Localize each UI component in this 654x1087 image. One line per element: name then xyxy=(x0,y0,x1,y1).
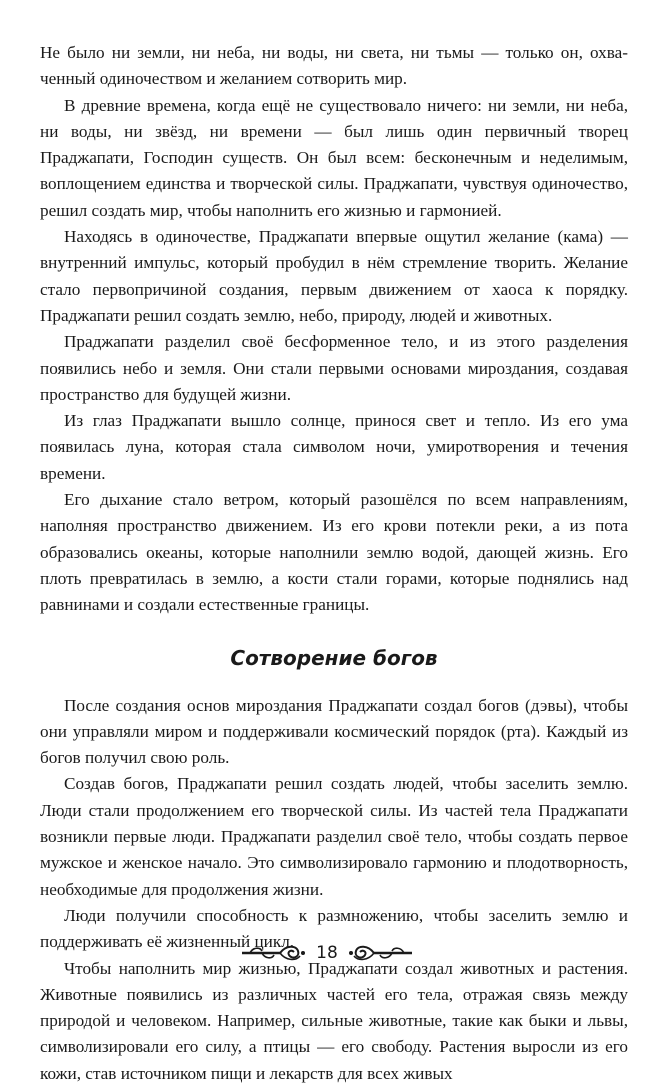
paragraph: После создания основ мироздания Праджапати создал богов (дэвы), чтобы они управляли миром и поддерживали космический порядок (рта). Каждый из богов получил свою роль. xyxy=(40,695,628,768)
page-number: 18 xyxy=(316,943,338,963)
paragraph: Из глаз Праджапати вышло солнце, принося свет и тепло. Из его ума появилась луна, которая стала символом ночи, умиротворения и течения времени. xyxy=(40,411,628,483)
paragraph: Не было ни земли, ни неба, ни воды, ни света, ни тьмы — только он, охваченный одиночеством и желанием сотворить мир. xyxy=(40,43,628,89)
paragraph: Создав богов, Праджапати решил создать людей, чтобы заселить землю. Люди стали продолжением его творческой силы. Из частей тела Праджапати возникли первые люди. Праджапати разделил своё тело, чтобы создать первое мужское и женское начало. Это символизировало гармонию и плодотворность, необходимые для продолжения жизни. xyxy=(40,774,628,899)
paragraph: Праджапати разделил своё бесформенное тело, и из этого разделения появились небо и земля. Они стали первыми основами мироздания, создавая пространство для будущей жизни. xyxy=(40,332,628,404)
scroll-ornament-left-icon xyxy=(240,942,306,964)
paragraph: В древние времена, когда ещё не существовало ничего: ни земли, ни неба, ни воды, ни звёзд, ни времени — был лишь один первичный творец Праджапати, Господин существ. Он был всем: бесконечным и неделимым, воплощением единства и творческой силы. Праджапати, чувствуя одиночество, решил создать мир, чтобы наполнить его жизнью и гармонией. xyxy=(40,95,628,220)
section-heading: Сотворение богов xyxy=(230,645,438,670)
paragraph: Люди получили способность к размножению, чтобы заселить землю и поддерживать её жизненный цикл. xyxy=(40,905,628,952)
page-body xyxy=(40,40,628,1087)
paragraph: Находясь в одиночестве, Праджапати впервые ощутил желание (кама) — внутренний импульс, который пробудил в нём стремление творить. Желание стало первопричиной создания, первым движением от хаоса к порядку. Праджапати решил создать землю, небо, природу, людей и животных. xyxy=(40,227,628,325)
paragraph: Чтобы наполнить мир жизнью, Праджапати создал животных и растения. Животные появились из различных частей его тела, отражая связь между природой и человеком. Например, сильные животные, такие как быки и львы, символизировали его силу, а птицы — его свободу. Растения выросли из его кожи, став источником пищи и лекарств для всех живых xyxy=(40,958,628,1083)
page-footer xyxy=(0,938,654,968)
paragraph: Его дыхание стало ветром, который разошёлся по всем направлениям, наполняя пространство движением. Из его крови потекли реки, а из пота образовались океаны, которые наполнили землю водой, дающей жизнь. Его плоть превратилась в землю, а кости стали горами, которые поднялись над равнинами и создали естественные границы. xyxy=(40,490,628,615)
scroll-ornament-right-icon xyxy=(348,942,414,964)
